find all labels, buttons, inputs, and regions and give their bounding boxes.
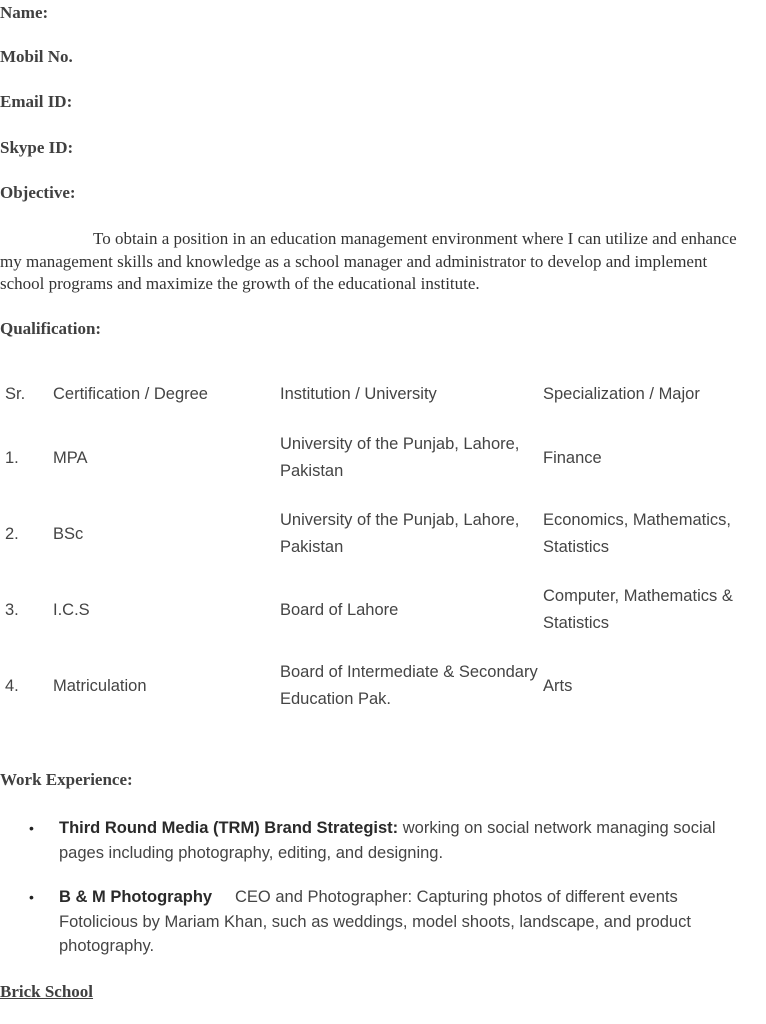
school-label: Brick School: [0, 982, 94, 1001]
table-header-row: [5, 368, 765, 420]
experience-text: CEO and Photographer: Capturing photos of different events Fotolicious by Mariam Khan, such as weddings, model shoots, landscape, and product photography.: [59, 888, 696, 955]
table-cell: Computer, Mathematics & Statistics: [543, 587, 733, 632]
table-row: [5, 648, 765, 724]
experience-text: working on social network managing social pages including photography, editing, and designing.: [59, 819, 716, 862]
experience-title: Third Round Media (TRM) Brand Strategist:: [59, 819, 399, 837]
table-cell: Board of Lahore: [280, 600, 399, 619]
underline-pad: [93, 982, 129, 1002]
table-cell: BSc: [53, 524, 84, 543]
table-cell: 1.: [5, 448, 19, 467]
bullet-icon: •: [29, 820, 34, 836]
experience-list: [0, 816, 766, 959]
column-header: Certification / Degree: [53, 384, 208, 403]
column-header: Sr.: [5, 384, 26, 403]
name-label: Name:: [0, 3, 49, 22]
email-label: Email ID:: [0, 92, 73, 111]
school-heading: [0, 982, 129, 1002]
bullet-icon: •: [29, 889, 34, 905]
table-row: [5, 572, 765, 648]
list-item: [29, 885, 749, 959]
table-cell: I.C.S: [53, 600, 90, 619]
column-header: Institution / University: [280, 384, 437, 403]
table-cell: MPA: [53, 448, 88, 467]
table-row: [5, 496, 765, 572]
qualification-table: [5, 368, 765, 724]
objective-text: To obtain a position in an education management environment where I can utilize and enhance my management skills and knowledge as a school manager and administrator to develop and implement school programs and maximize the growth of the educational institute.: [0, 229, 737, 293]
table-row: [5, 420, 765, 496]
table-cell: Board of Intermediate & Secondary Education Pak.: [280, 663, 538, 708]
objective-label: Objective:: [0, 183, 76, 202]
table-cell: 2.: [5, 524, 19, 543]
table-cell: 4.: [5, 676, 19, 695]
table-cell: 3.: [5, 600, 19, 619]
column-header: Specialization / Major: [543, 384, 700, 403]
table-cell: Matriculation: [53, 676, 147, 695]
table-cell: University of the Punjab, Lahore, Pakistan: [280, 511, 520, 556]
table-cell: University of the Punjab, Lahore, Pakistan: [280, 435, 520, 480]
work-experience-label: Work Experience:: [0, 770, 133, 789]
table-cell: Economics, Mathematics, Statistics: [543, 511, 731, 556]
table-cell: Arts: [543, 676, 573, 695]
mobile-label: Mobil No.: [0, 47, 73, 66]
list-item: [29, 816, 739, 865]
experience-title: B & M Photography: [59, 888, 213, 906]
qualification-label: Qualification:: [0, 319, 102, 338]
table-cell: Finance: [543, 448, 602, 467]
skype-label: Skype ID:: [0, 138, 74, 157]
